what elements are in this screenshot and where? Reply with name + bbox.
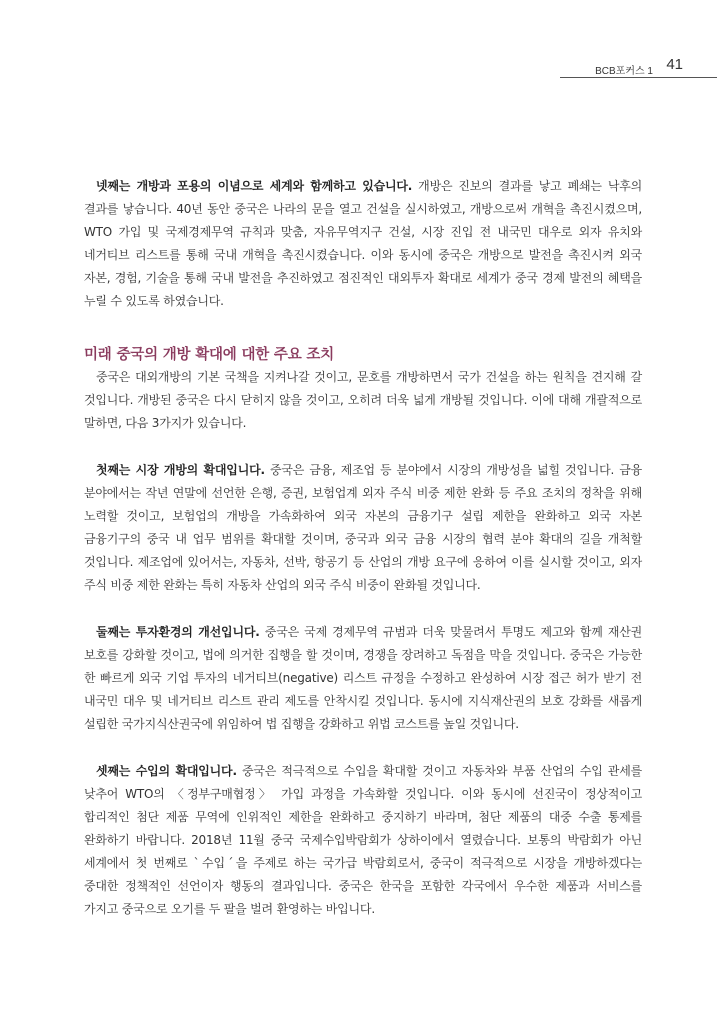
paragraph-lead: 넷째는 개방과 포용의 이념으로 세계와 함께하고 있습니다.: [96, 179, 413, 193]
section-heading: 미래 중국의 개방 확대에 대한 주요 조치: [84, 347, 334, 363]
paragraph-import-expansion: [84, 760, 642, 921]
paragraph-investment-environment: [84, 621, 642, 736]
paragraph-text: 개방은 진보의 결과를 낳고 폐쇄는 낙후의 결과를 낳습니다. 40년 동안 중국은 나라의 문을 열고 건설을 실시하였고, 개방으로써 개혁을 촉진시켰으며, WTO 가입 및 국제경제무역 규칙과 맞춤, 자유무역지구 건설, 시장 진입 전 내국민 대우로 외자 유치와 네거티브 리스트를 통해 국내 개혁을 촉진시켰습니다. 이와 동시에 중국은 개방으로 발전을 촉진시켜 외국 자본, 경험, 기술을 통해 국내 발전을 추진하였고 점진적인 대외투자 확대로 세계가 중국 경제 발전의 혜택을 누릴 수 있도록 하였습니다.: [84, 179, 642, 308]
article-body: [84, 175, 642, 921]
paragraph-intro: [84, 366, 642, 435]
paragraph-lead: 첫째는 시장 개방의 확대입니다.: [96, 463, 265, 477]
paragraph-lead: 둘째는 투자환경의 개선입니다.: [96, 625, 260, 639]
paragraph-text: 중국은 대외개방의 기본 국책을 지켜나갈 것이고, 문호를 개방하면서 국가 건설을 하는 원칙을 견지해 갈 것입니다. 개방된 중국은 다시 닫히지 않을 것이고, 오히려 더욱 넓게 개방될 것입니다. 이에 대해 개괄적으로 말하면, 다음 3가지가 있습니다.: [84, 370, 642, 430]
header-section-label: BCB포커스 1: [595, 66, 653, 77]
header-rule: [560, 77, 717, 78]
paragraph-text: 중국은 적극적으로 수입을 확대할 것이고 자동차와 부품 산업의 수입 관세를 낮추어 WTO의 〈정부구매협정〉 가입 과정을 가속화할 것입니다. 이와 동시에 선진국이 정상적이고 합리적인 첨단 제품 무역에 인위적인 제한을 완화하고 중지하기 바라며, 첨단 제품의 대중 수출 통제를 완화하기 바랍니다. 2018년 11월 중국 국제수입박람회가 상하이에서 열렸습니다. 보통의 박람회가 아닌 세계에서 첫 번째로 ˋ수입ˊ을 주제로 하는 국가급 박람회로서, 중국이 적극적으로 시장을 개방하겠다는 중대한 정책적인 선언이자 행동의 결과입니다. 중국은 한국을 포함한 각국에서 우수한 제품과 서비스를 가지고 중국으로 오기를 두 팔을 벌려 환영하는 바입니다.: [84, 764, 642, 916]
paragraph-market-opening: [84, 459, 642, 597]
paragraph-lead: 셋째는 수입의 확대입니다.: [96, 764, 237, 778]
paragraph-text: 중국은 금융, 제조업 등 분야에서 시장의 개방성을 넓힐 것입니다. 금융 분야에서는 작년 연말에 선언한 은행, 증권, 보험업계 외자 주식 비중 제한 완화 등 주요 조치의 정착을 위해 노력할 것이고, 보험업의 개방을 가속화하여 외국 자본의 금융기구 설립 제한을 완화하고 외국 자본 금융기구의 중국 내 업무 범위를 확대할 것이며, 중국과 외국 금융 시장의 협력 분야 확대의 길을 개척할 것입니다. 제조업에 있어서는, 자동차, 선박, 항공기 등 산업의 개방 요구에 응하여 이를 실시할 것이고, 외자 주식 비중 제한 완화는 특히 자동차 산업의 외국 주식 비중이 완화될 것입니다.: [84, 463, 643, 592]
page-header: [560, 56, 717, 78]
paragraph-fourth-point: [84, 175, 642, 313]
page-number: 41: [666, 56, 683, 73]
paragraph-text: 중국은 국제 경제무역 규범과 더욱 맞물려서 투명도 제고와 함께 재산권 보호를 강화할 것이고, 법에 의거한 집행을 할 것이며, 경쟁을 장려하고 독점을 막을 것입니다. 중국은 가능한 한 빠르게 외국 기업 투자의 네거티브(negative) 리스트 규정을 수정하고 완성하여 시장 접근 허가 받기 전 내국민 대우 및 네거티브 리스트 관리 제도를 안착시킬 것입니다. 동시에 지식재산권의 보호 강화를 새롭게 설립한 국가지식산권국에 위임하여 법 집행을 강화하고 위법 코스트를 높일 것입니다.: [84, 625, 642, 731]
